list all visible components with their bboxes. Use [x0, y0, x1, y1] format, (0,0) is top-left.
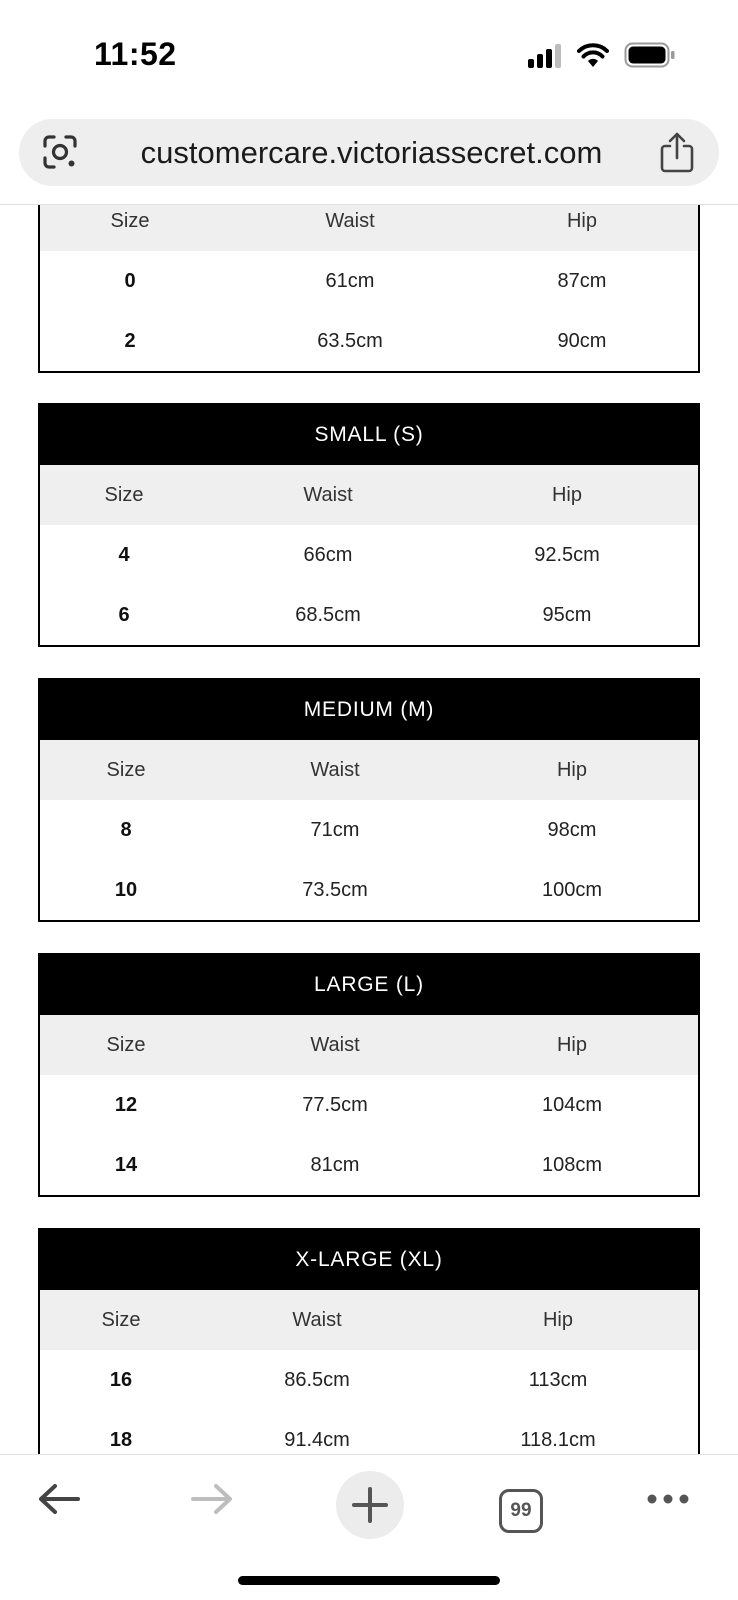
waist-value: 71cm: [310, 819, 360, 841]
column-header-waist: Waist: [310, 1034, 360, 1056]
column-header-hip: Hip: [566, 210, 598, 232]
share-icon[interactable]: [659, 131, 695, 173]
column-header-waist: Waist: [325, 210, 375, 232]
size-value: 0: [124, 270, 136, 292]
more-menu-button[interactable]: [628, 1471, 708, 1551]
waist-value: 63.5cm: [317, 330, 383, 352]
hip-value: 98cm: [547, 819, 597, 841]
url-text[interactable]: customercare.victoriassecret.com: [140, 135, 603, 170]
table-title: SMALL (S): [40, 405, 698, 465]
cellular-signal-icon: [528, 44, 564, 68]
column-header-hip: Hip: [556, 1034, 588, 1056]
status-time: 11:52: [94, 36, 177, 72]
table-title: X-LARGE (XL): [40, 1230, 698, 1290]
hip-value: 95cm: [542, 604, 592, 626]
home-indicator: [238, 1576, 500, 1585]
table-row: [40, 525, 698, 585]
hip-value: 118.1cm: [520, 1429, 596, 1451]
table-row: [40, 1075, 698, 1135]
back-arrow-icon: [20, 1471, 100, 1527]
waist-value: 81cm: [310, 1154, 360, 1176]
table-header-row: [40, 465, 698, 525]
size-value: 6: [118, 604, 130, 626]
tab-count-badge: 99: [499, 1489, 543, 1533]
waist-value: 66cm: [303, 544, 353, 566]
size-value: 8: [120, 819, 132, 841]
size-value: 16: [109, 1369, 133, 1391]
column-header-waist: Waist: [303, 484, 353, 506]
page-content[interactable]: [0, 205, 738, 1454]
tab-switcher-button[interactable]: [480, 1471, 560, 1551]
address-bar[interactable]: [19, 119, 719, 186]
table-row: [40, 251, 698, 311]
size-value: 10: [114, 879, 138, 901]
table-title: MEDIUM (M): [40, 680, 698, 740]
table-header-row: [40, 1290, 698, 1350]
size-value: 18: [109, 1429, 133, 1451]
table-header-row: [40, 1015, 698, 1075]
waist-value: 77.5cm: [302, 1094, 368, 1116]
table-row: [40, 860, 698, 920]
waist-value: 86.5cm: [284, 1369, 350, 1391]
table-row: [40, 800, 698, 860]
more-dots-icon: [628, 1471, 708, 1527]
column-header-size: Size: [101, 1309, 141, 1331]
column-header-hip: Hip: [551, 484, 583, 506]
table-row: [40, 311, 698, 371]
forward-button[interactable]: [175, 1471, 255, 1551]
plus-icon: [336, 1471, 404, 1539]
status-bar: [0, 0, 738, 108]
hip-value: 90cm: [557, 330, 607, 352]
column-header-hip: Hip: [556, 759, 588, 781]
size-table-medium: [38, 678, 700, 922]
size-value: 4: [118, 544, 130, 566]
hip-value: 87cm: [557, 270, 607, 292]
waist-value: 91.4cm: [284, 1429, 350, 1451]
table-row: [40, 585, 698, 645]
wifi-icon: [577, 42, 609, 68]
size-value: 2: [124, 330, 136, 352]
size-table-x-large: [38, 1228, 700, 1454]
hip-value: 100cm: [541, 879, 603, 901]
table-header-row: [40, 740, 698, 800]
column-header-hip: Hip: [542, 1309, 574, 1331]
table-row: [40, 1350, 698, 1410]
size-table-large: [38, 953, 700, 1197]
table-header-row: [40, 205, 698, 251]
waist-value: 68.5cm: [295, 604, 361, 626]
forward-arrow-icon: [175, 1471, 255, 1527]
hip-value: 92.5cm: [534, 544, 600, 566]
column-header-waist: Waist: [292, 1309, 342, 1331]
google-lens-icon[interactable]: [41, 133, 79, 171]
table-row: [40, 1135, 698, 1195]
table-title: LARGE (L): [40, 955, 698, 1015]
column-header-waist: Waist: [310, 759, 360, 781]
back-button[interactable]: [20, 1471, 100, 1551]
hip-value: 104cm: [541, 1094, 603, 1116]
waist-value: 73.5cm: [302, 879, 368, 901]
size-table-extra-small: [38, 205, 700, 373]
size-value: 14: [114, 1154, 138, 1176]
waist-value: 61cm: [325, 270, 375, 292]
size-value: 12: [114, 1094, 138, 1116]
column-header-size: Size: [110, 210, 150, 232]
new-tab-button[interactable]: [336, 1471, 404, 1539]
column-header-size: Size: [106, 759, 146, 781]
size-table-small: [38, 403, 700, 647]
hip-value: 113cm: [528, 1369, 588, 1391]
column-header-size: Size: [104, 484, 144, 506]
table-row: [40, 1410, 698, 1454]
hip-value: 108cm: [541, 1154, 603, 1176]
column-header-size: Size: [106, 1034, 146, 1056]
battery-icon: [624, 42, 676, 68]
